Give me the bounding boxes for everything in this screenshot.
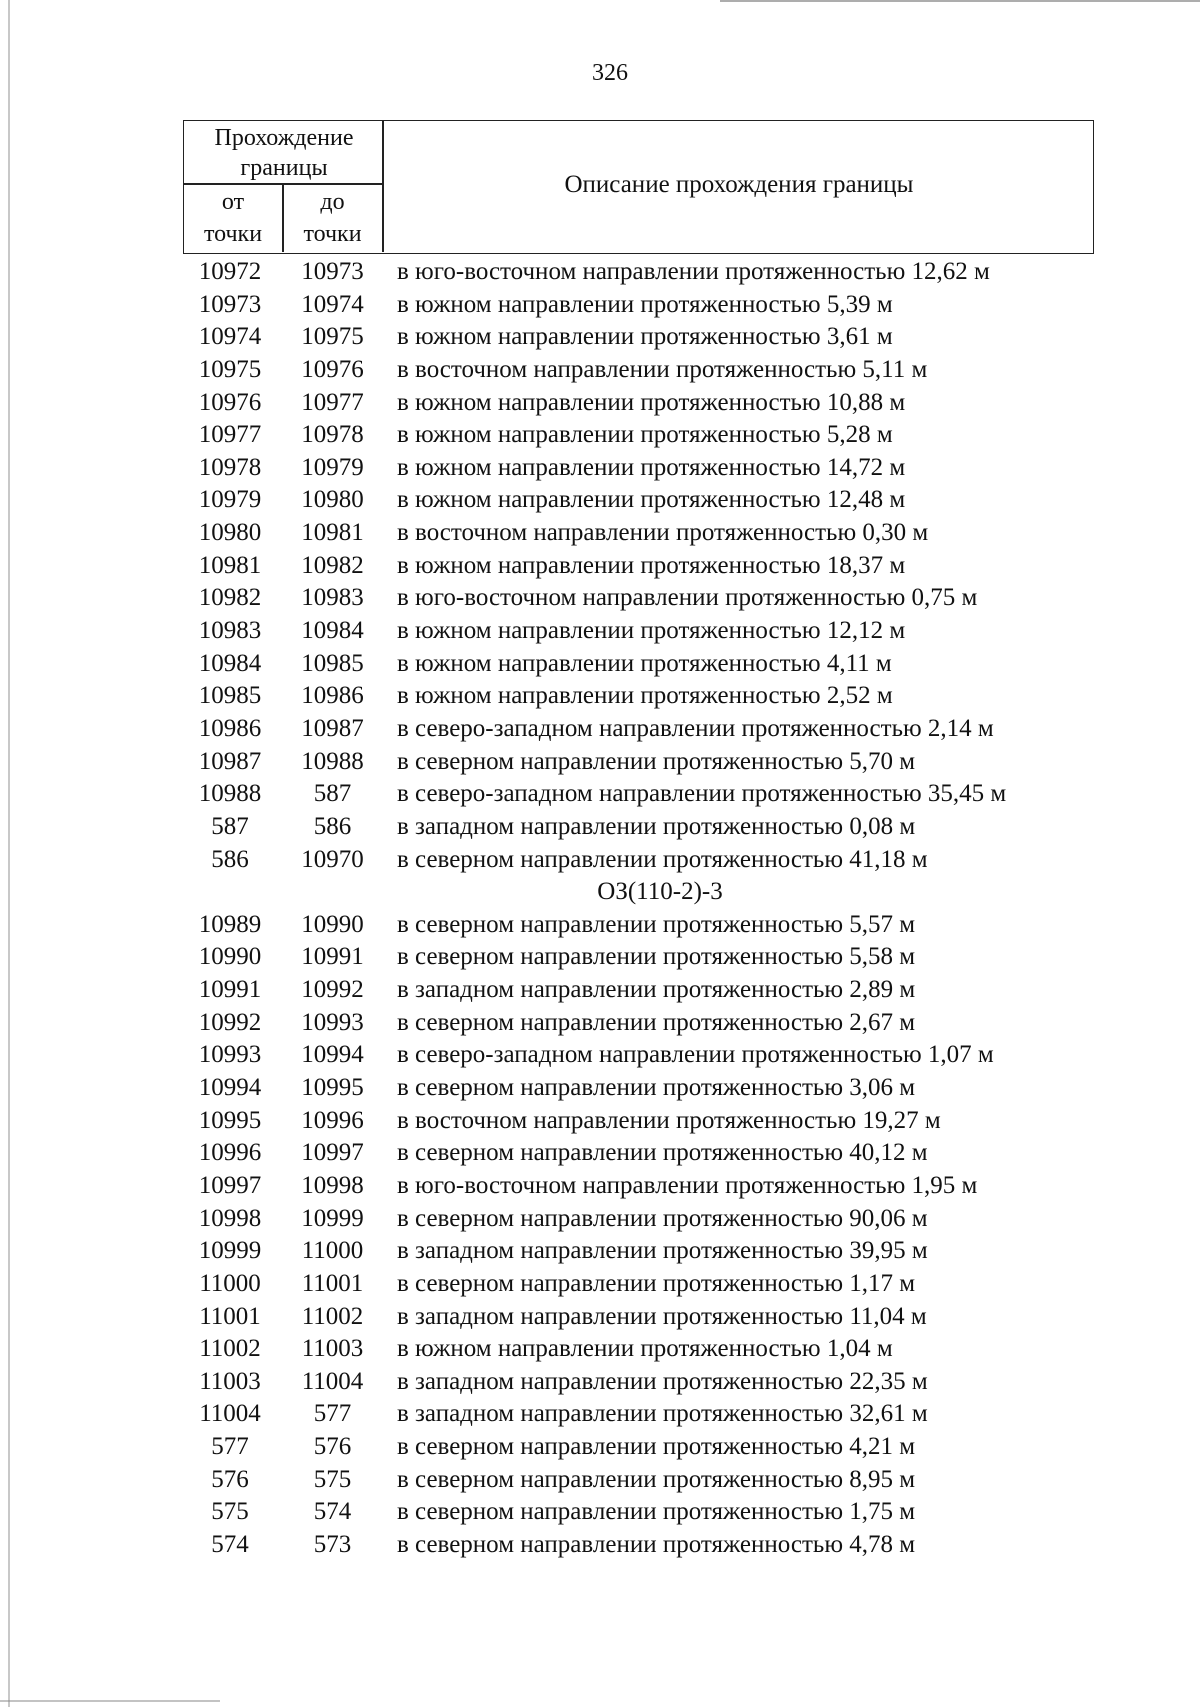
header-passage: Прохождение границы	[214, 125, 354, 181]
scan-edge-bottom	[0, 1700, 220, 1702]
to-point: 574	[313, 1498, 352, 1526]
from-point: 10976	[198, 388, 262, 416]
table-row	[0, 1235, 1200, 1268]
from-point: 10993	[198, 1041, 262, 1069]
to-point: 10976	[301, 355, 364, 383]
table-row	[0, 1301, 1200, 1334]
row-description: в юго-восточном направлении протяженностью 0,75 м	[397, 584, 978, 612]
table-row	[0, 1366, 1200, 1399]
row-description: в южном направлении протяженностью 14,72 м	[397, 453, 906, 481]
from-point: 10994	[198, 1074, 262, 1102]
header-to-line2: точки	[303, 221, 362, 247]
to-point: 11004	[301, 1367, 364, 1395]
from-point: 10999	[198, 1237, 262, 1265]
to-point: 10997	[301, 1139, 364, 1167]
from-point: 10995	[198, 1106, 262, 1134]
row-description: в северо-западном направлении протяженностью 35,45 м	[397, 780, 1007, 808]
to-point: 10977	[301, 388, 364, 416]
table-row	[0, 387, 1200, 420]
table-row	[0, 1137, 1200, 1170]
header-from-line1: от	[221, 189, 245, 215]
table-row	[0, 680, 1200, 713]
from-point: 11003	[199, 1367, 261, 1395]
from-point: 577	[211, 1433, 249, 1461]
row-description: в южном направлении протяженностью 10,88 м	[397, 388, 906, 416]
row-description: в юго-восточном направлении протяженностью 12,62 м	[397, 258, 990, 285]
from-point: 576	[211, 1465, 249, 1493]
table-row	[0, 1333, 1200, 1366]
to-point: 10995	[301, 1074, 364, 1102]
from-point: 10984	[198, 649, 262, 677]
row-description: в южном направлении протяженностью 5,39 м	[397, 290, 893, 318]
from-point: 11000	[199, 1269, 261, 1297]
table-row	[0, 517, 1200, 550]
table-row	[0, 713, 1200, 746]
row-description: в юго-восточном направлении протяженностью 1,95 м	[397, 1171, 978, 1199]
row-description: в южном направлении протяженностью 2,52 м	[397, 682, 893, 710]
to-point: 10970	[301, 845, 364, 873]
table-row	[0, 778, 1200, 811]
to-point: 10986	[301, 682, 364, 710]
section-heading: ОЗ(110-2)-3	[597, 878, 723, 906]
row-description: в северо-западном направлении протяженностью 1,07 м	[397, 1041, 994, 1069]
table-row	[0, 1529, 1200, 1562]
to-point: 10985	[301, 649, 364, 677]
to-point: 10979	[301, 453, 364, 481]
table-row	[0, 1039, 1200, 1072]
row-description: в северо-западном направлении протяженностью 2,14 м	[397, 714, 994, 742]
to-point: 10981	[301, 519, 364, 547]
table-row	[0, 1268, 1200, 1301]
from-point: 10980	[198, 519, 262, 547]
from-point: 10981	[198, 551, 262, 579]
from-point: 10990	[198, 943, 262, 971]
to-point: 11003	[301, 1335, 364, 1363]
from-point: 10979	[198, 486, 262, 514]
header-description: Описание прохождения границы	[564, 171, 914, 198]
to-point: 10978	[301, 421, 364, 449]
table-row	[0, 1072, 1200, 1105]
to-point: 587	[313, 780, 352, 808]
from-point: 587	[211, 812, 249, 840]
from-point: 575	[211, 1498, 249, 1526]
row-description: в западном направлении протяженностью 22,35 м	[397, 1367, 928, 1395]
to-point: 10993	[301, 1008, 364, 1036]
row-description: в северном направлении протяженностью 90,06 м	[397, 1204, 928, 1232]
table-row	[0, 1496, 1200, 1529]
row-description: в западном направлении протяженностью 0,08 м	[397, 812, 916, 840]
row-description: в северном направлении протяженностью 40,12 м	[397, 1139, 928, 1167]
to-point: 10982	[301, 551, 364, 579]
table-body	[0, 256, 1200, 1562]
table-row	[0, 321, 1200, 354]
table-row	[0, 1464, 1200, 1497]
table-row	[0, 1170, 1200, 1203]
row-description: в северном направлении протяженностью 3,06 м	[397, 1074, 916, 1102]
to-point: 10994	[301, 1041, 364, 1069]
from-point: 10983	[198, 617, 262, 645]
to-point: 586	[313, 812, 352, 840]
from-point: 11002	[199, 1335, 261, 1363]
table-row	[0, 1105, 1200, 1138]
header-to-line1: до	[320, 189, 345, 215]
to-point: 10975	[301, 323, 364, 351]
page-number: 326	[592, 60, 628, 86]
row-description: в южном направлении протяженностью 1,04 м	[397, 1335, 893, 1363]
to-point: 10991	[301, 943, 364, 971]
row-description: в южном направлении протяженностью 4,11 м	[397, 649, 892, 677]
table-row	[0, 452, 1200, 485]
to-point: 11001	[301, 1269, 364, 1297]
from-point: 10975	[198, 355, 262, 383]
table-row	[0, 615, 1200, 648]
from-point: 574	[211, 1530, 249, 1558]
table-row	[0, 550, 1200, 583]
to-point: 10992	[301, 976, 364, 1004]
row-description: в южном направлении протяженностью 3,61 м	[397, 323, 893, 351]
from-point: 10987	[198, 747, 262, 775]
row-description: в западном направлении протяженностью 32,61 м	[397, 1400, 928, 1428]
from-point: 11001	[199, 1302, 261, 1330]
row-description: в северном направлении протяженностью 5,57 м	[397, 910, 916, 938]
to-point: 10998	[301, 1171, 364, 1199]
from-point: 10974	[198, 323, 262, 351]
to-point: 10984	[301, 617, 364, 645]
table-row	[0, 1398, 1200, 1431]
table-row	[0, 582, 1200, 615]
from-point: 10978	[198, 453, 262, 481]
row-description: в северном направлении протяженностью 8,95 м	[397, 1465, 916, 1493]
row-description: в северном направлении протяженностью 5,58 м	[397, 943, 916, 971]
from-point: 10972	[198, 258, 262, 285]
table-row	[0, 289, 1200, 322]
row-description: в южном направлении протяженностью 12,48 м	[397, 486, 906, 514]
to-point: 577	[313, 1400, 352, 1428]
to-point: 10973	[301, 258, 364, 285]
to-point: 576	[313, 1433, 352, 1461]
to-point: 10983	[301, 584, 364, 612]
table-row	[0, 1431, 1200, 1464]
table-row	[0, 256, 1200, 289]
row-description: в северном направлении протяженностью 1,17 м	[397, 1269, 916, 1297]
row-description: в западном направлении протяженностью 39,95 м	[397, 1237, 928, 1265]
to-point: 11002	[301, 1302, 364, 1330]
row-description: в западном направлении протяженностью 11,04 м	[397, 1302, 927, 1330]
from-point: 10998	[198, 1204, 262, 1232]
to-point: 10987	[301, 714, 364, 742]
to-point: 10990	[301, 910, 364, 938]
from-point: 10997	[198, 1171, 262, 1199]
from-point: 10985	[198, 682, 262, 710]
row-description: в северном направлении протяженностью 2,67 м	[397, 1008, 916, 1036]
section-heading-row	[0, 876, 1200, 909]
row-description: в восточном направлении протяженностью 5,11 м	[397, 355, 928, 383]
to-point: 11000	[301, 1237, 364, 1265]
from-point: 11004	[199, 1400, 261, 1428]
row-description: в западном направлении протяженностью 2,89 м	[397, 976, 916, 1004]
row-description: в северном направлении протяженностью 41,18 м	[397, 845, 928, 873]
table-header	[183, 120, 1094, 254]
row-description: в северном направлении протяженностью 5,70 м	[397, 747, 916, 775]
to-point: 575	[313, 1465, 352, 1493]
from-point: 586	[211, 845, 249, 873]
row-description: в южном направлении протяженностью 5,28 м	[397, 421, 893, 449]
to-point: 10974	[301, 290, 364, 318]
row-description: в северном направлении протяженностью 4,21 м	[397, 1433, 916, 1461]
table-row	[0, 1203, 1200, 1236]
row-description: в восточном направлении протяженностью 0,30 м	[397, 519, 929, 547]
from-point: 10996	[198, 1139, 262, 1167]
from-point: 10989	[198, 910, 262, 938]
from-point: 10992	[198, 1008, 262, 1036]
row-description: в северном направлении протяженностью 4,78 м	[397, 1530, 916, 1558]
to-point: 10996	[301, 1106, 364, 1134]
table-row	[0, 811, 1200, 844]
table-row	[0, 844, 1200, 877]
table-row	[0, 419, 1200, 452]
from-point: 10977	[198, 421, 262, 449]
page-number-line	[0, 60, 1200, 87]
table-row	[0, 941, 1200, 974]
table-row	[0, 746, 1200, 779]
table-row	[0, 484, 1200, 517]
header-from-line2: точки	[203, 221, 263, 247]
from-point: 10991	[198, 976, 262, 1004]
table-row	[0, 354, 1200, 387]
table-row	[0, 1007, 1200, 1040]
from-point: 10982	[198, 584, 262, 612]
table-row	[0, 974, 1200, 1007]
row-description: в северном направлении протяженностью 1,75 м	[397, 1498, 916, 1526]
row-description: в восточном направлении протяженностью 19,27 м	[397, 1106, 941, 1134]
to-point: 573	[313, 1530, 352, 1558]
table-row	[0, 648, 1200, 681]
to-point: 10999	[301, 1204, 364, 1232]
scan-edge-top	[720, 0, 1200, 2]
to-point: 10988	[301, 747, 364, 775]
table-row	[0, 909, 1200, 942]
row-description: в южном направлении протяженностью 18,37 м	[397, 551, 906, 579]
row-description: в южном направлении протяженностью 12,12 м	[397, 617, 906, 645]
from-point: 10986	[198, 714, 262, 742]
from-point: 10973	[198, 290, 262, 318]
to-point: 10980	[301, 486, 364, 514]
from-point: 10988	[198, 780, 262, 808]
